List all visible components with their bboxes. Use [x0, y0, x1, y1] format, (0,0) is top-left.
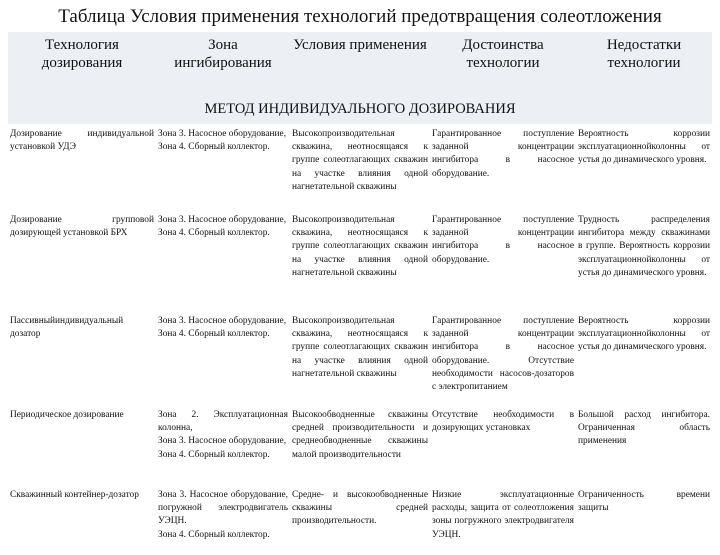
cell-conditions: Высокопроизводительная скважина, неотносящаяся к группе солеотлагающих скважин на участке влияния одной нагнетательной скважины	[292, 316, 428, 379]
cell-conditions: Высокообводненные скважины средней производительности и среднеобводненные скважины малой производительности	[292, 410, 428, 460]
cell-zone: Зона 2. Эксплуатационная колонна, Зона 3. Насосное оборудование, Зона 4. Сборный коллектор.	[158, 410, 288, 460]
cell-advantages: Отсутствие необходимости в дозирующих установках	[432, 410, 574, 434]
header-technology: Технология дозирования	[8, 32, 156, 94]
table-row	[8, 405, 712, 485]
section-row	[8, 94, 712, 124]
cell-advantages: Гарантированное поступление заданной концентрации ингибитора в насосное оборудование.	[432, 215, 574, 265]
table-row	[8, 485, 712, 555]
page-title: Таблица Условия применения технологий предотвращения солеотложения	[58, 6, 662, 27]
cell-disadvantages: Вероятность коррозии эксплуатационнойколонны от устья до динамического уровня.	[578, 316, 710, 353]
table-row	[8, 124, 712, 210]
cell-advantages: Гарантированное поступление заданной концентрации ингибитора в насосное оборудование. Отсутствие необходимости насосов-дозаторов с электропитанием	[432, 316, 574, 393]
cell-conditions: Высокопроизводительная скважина, неотносящаяся к группе солеотлагающих скважин на участке влияния одной нагнетательной скважины	[292, 215, 428, 278]
header-advantages: Достоинства технологии	[430, 32, 576, 94]
header-disadvantages: Недостатки технологии	[576, 32, 712, 94]
cell-advantages: Гарантированное поступление заданной концентрации ингибитора в насосное оборудование.	[432, 129, 574, 179]
cell-zone: Зона 3. Насосное оборудование, погружной электродвигатель УЭЦН. Зона 4. Сборный коллектор.	[158, 490, 288, 540]
cell-advantages: Низкие эксплуатационные расходы, защита от солеотложения зоны погружного электродвигателя УЭЦН.	[432, 490, 574, 540]
header-conditions: Условия применения	[290, 32, 430, 94]
cell-conditions: Средне- и высокообводненные скважины средней производительности.	[292, 490, 428, 527]
header-zone: Зона ингибирования	[156, 32, 290, 94]
cell-zone: Зона 3. Насосное оборудование, Зона 4. Сборный коллектор.	[158, 129, 287, 153]
conditions-table	[8, 32, 712, 555]
cell-technology: Периодическое дозирование	[10, 410, 124, 420]
cell-disadvantages: Ограниченность времени защиты	[578, 490, 710, 514]
cell-disadvantages: Трудность распределения ингибитора между скважинами в группе. Вероятность коррозии эксплуатационнойколонны от устья до динамического уровня.	[578, 215, 710, 278]
table-row	[8, 210, 712, 311]
cell-technology: Дозирование групповой дозирующей установкой БРХ	[10, 215, 154, 239]
cell-disadvantages: Вероятность коррозии эксплуатационнойколонны от устья до динамического уровня.	[578, 129, 710, 166]
cell-technology: Дозирование индивидуальной установкой УДЭ	[10, 129, 154, 153]
cell-zone: Зона 3. Насосное оборудование, Зона 4. Сборный коллектор.	[158, 215, 287, 239]
cell-disadvantages: Большой расход ингибитора. Ограниченная область применения	[578, 410, 710, 447]
table-header-row	[8, 32, 712, 94]
cell-conditions: Высокопроизводительная скважина, неотносящаяся к группе солеотлагающих скважин на участке влияния одной нагнетательной скважины	[292, 129, 428, 192]
table-row	[8, 311, 712, 405]
cell-technology: Пассивныйиндивидуальный дозатор	[10, 316, 124, 340]
cell-technology: Скважинный контейнер-дозатор	[10, 490, 139, 500]
section-title: МЕТОД ИНДИВИДУАЛЬНОГО ДОЗИРОВАНИЯ	[8, 94, 712, 124]
cell-zone: Зона 3. Насосное оборудование, Зона 4. Сборный коллектор.	[158, 316, 287, 340]
